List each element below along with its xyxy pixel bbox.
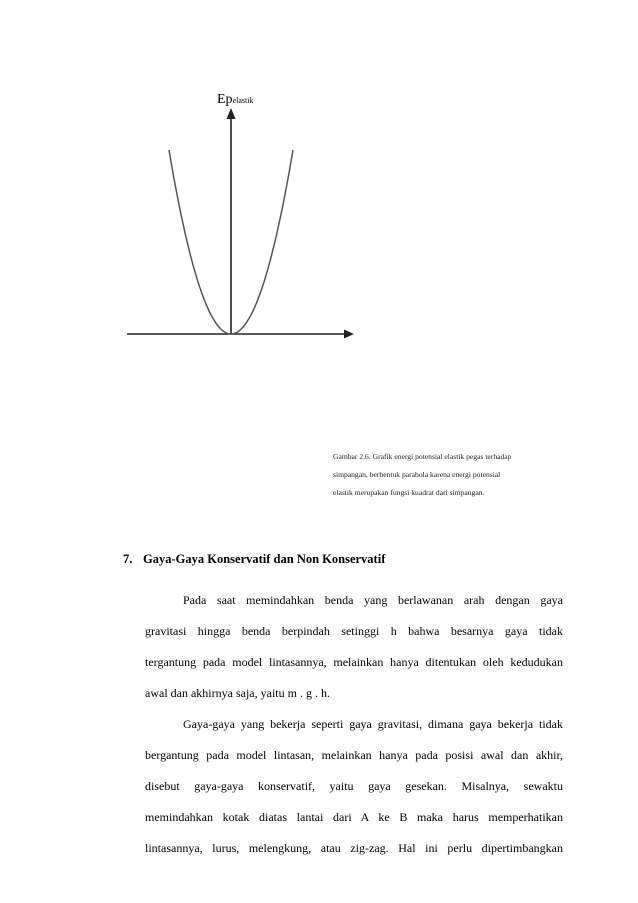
paragraph-line: awal dan akhirnya saja, yaitu m . g . h. — [145, 686, 330, 700]
paragraph-line: memindahkan kotak diatas lantai dari A ke B maka harus memperhatikan — [145, 810, 563, 824]
caption-line: simpangan, berbentuk parabola karena energi potensial — [333, 470, 501, 479]
caption-line: Gambar 2.6. Grafik energi potensial elastik pegas terhadap — [333, 452, 512, 461]
caption-line: elastik merupakan fungsi kuadrat dari simpangan. — [333, 488, 485, 497]
section-number: 7. — [123, 552, 133, 566]
body-text — [145, 585, 563, 864]
paragraph-line: gravitasi hingga benda berpindah setinggi h bahwa besarnya gaya tidak — [145, 624, 563, 638]
paragraph-line: Gaya-gaya yang bekerja seperti gaya gravitasi, dimana gaya bekerja tidak — [183, 717, 563, 731]
paragraph-line: bergantung pada model lintasan, melainkan hanya pada posisi awal dan akhir, — [145, 748, 563, 762]
paragraph-line: disebut gaya-gaya konservatif, yaitu gaya gesekan. Misalnya, sewaktu — [145, 779, 563, 793]
x-axis-arrow — [344, 330, 354, 339]
figure-caption — [333, 448, 583, 502]
paragraph-line: Pada saat memindahkan benda yang berlawanan arah dengan gaya — [183, 593, 563, 607]
y-axis-label-sub: elastik — [232, 96, 254, 105]
y-axis-label — [217, 92, 253, 109]
y-axis-label-main: Ep — [217, 92, 233, 107]
paragraph-line: tergantung pada model lintasannya, melainkan hanya ditentukan oleh kedudukan — [145, 655, 563, 669]
figure-parabola — [0, 0, 638, 420]
paragraph-line: lintasannya, lurus, melengkung, atau zig-zag. Hal ini perlu dipertimbangkan — [145, 841, 563, 855]
section-heading — [123, 552, 385, 567]
chart-svg — [0, 0, 638, 420]
section-title: Gaya-Gaya Konservatif dan Non Konservatif — [143, 552, 386, 566]
y-axis-arrow — [227, 108, 236, 119]
